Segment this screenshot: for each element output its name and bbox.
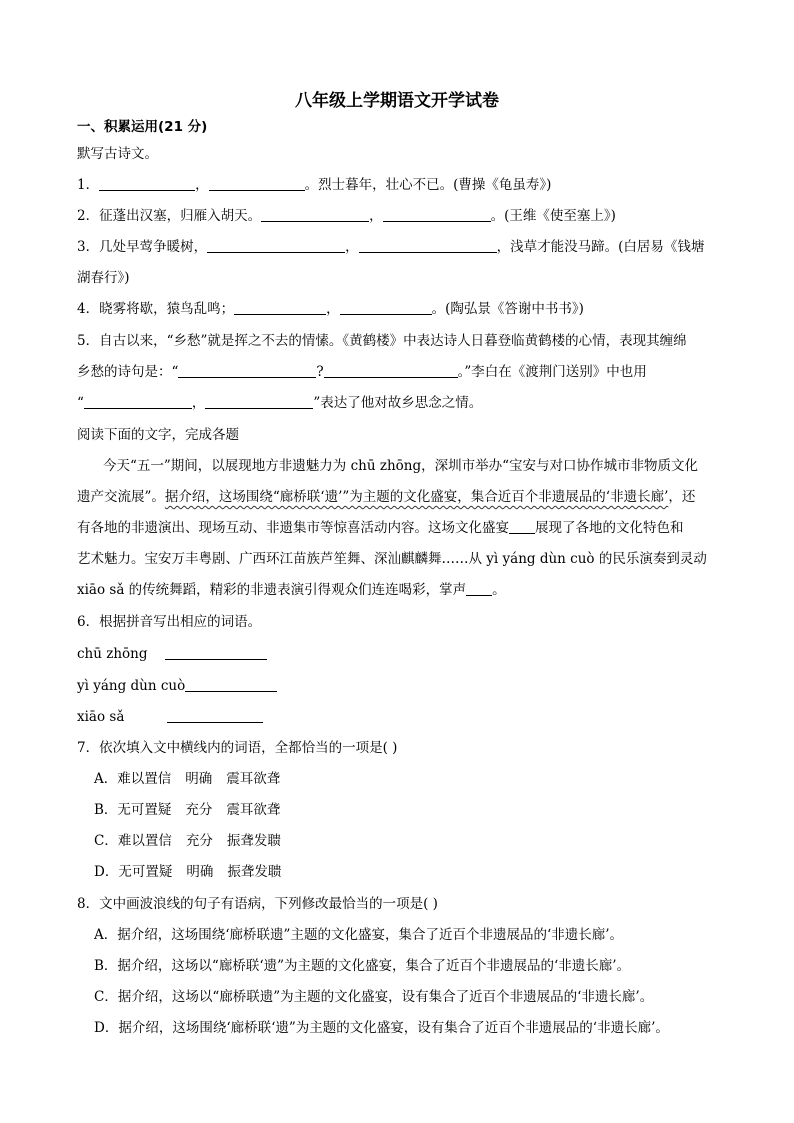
reading-passage-line-2: 遗产交流展”。据介绍，这场围绕“廊桥联‘遗’”为主题的文化盛宴，集合近百个非遗展品的‘非遗长廊’，还 bbox=[77, 489, 696, 505]
question-5-line-3: “ ， ”表达了他对故乡思念之情。 bbox=[77, 395, 483, 411]
option-d[interactable]: D．据介绍，这场围绕‘廊桥联‘遗”为主题的文化盛宴，设有集合了近百个非遗展品的‘非遗长廊’。 bbox=[94, 1020, 669, 1036]
question-5-line-1: 5．自古以来，“乡愁”就是挥之不去的情愫。《黄鹤楼》中表达诗人日暮登临黄鹤楼的心情，表现其缠绵 bbox=[77, 333, 687, 349]
answer-blank[interactable] bbox=[165, 645, 267, 660]
answer-blank[interactable] bbox=[205, 394, 313, 409]
question-1: 1． ， 。烈士暮年，壮心不已。(曹操《龟虽寿》) bbox=[77, 177, 552, 193]
option-d[interactable]: D．无可置疑 明确 振聋发聩 bbox=[94, 864, 282, 880]
answer-blank[interactable] bbox=[185, 677, 277, 692]
question-2: 2．征蓬出汉塞，归雁入胡天。 ， 。(王维《使至塞上》) bbox=[77, 208, 616, 224]
answer-blank[interactable] bbox=[383, 207, 491, 222]
answer-blank[interactable] bbox=[99, 176, 195, 191]
reading-passage-line-1: 今天“五一”期间，以展现地方非遗魅力为 chū zhōng，深圳市举办“宝安与对口协作城市非物质文化 bbox=[103, 458, 699, 474]
pinyin-item: yì yáng dùn cuò bbox=[77, 676, 277, 696]
answer-blank[interactable] bbox=[509, 519, 535, 534]
option-c[interactable]: C．难以置信 充分 振聋发聩 bbox=[94, 833, 281, 849]
question-3: 3．几处早莺争暖树， ， ，浅草才能没马蹄。(白居易《钱塘 bbox=[77, 239, 705, 255]
pinyin-item: chū zhōng bbox=[77, 644, 267, 664]
pinyin-item: xiāo sǎ bbox=[77, 707, 263, 727]
question-7-stem: 7．依次填入文中横线内的词语，全都恰当的一项是( ) bbox=[77, 740, 398, 756]
answer-blank[interactable] bbox=[466, 581, 492, 596]
question-3-continued: 湖春行》) bbox=[77, 270, 130, 286]
answer-blank[interactable] bbox=[207, 238, 345, 253]
answer-blank[interactable] bbox=[167, 708, 263, 723]
option-b[interactable]: B．无可置疑 充分 震耳欲聋 bbox=[94, 802, 281, 818]
answer-blank[interactable] bbox=[234, 300, 326, 315]
option-c[interactable]: C．据介绍，这场以“廊桥联遗”为主题的文化盛宴，设有集合了近百个非遗展品的‘非遗长廊’。 bbox=[94, 989, 654, 1005]
section-heading: 一、积累运用(21 分) bbox=[77, 119, 208, 135]
reading-intro: 阅读下面的文字，完成各题 bbox=[77, 427, 239, 443]
option-a[interactable]: A．难以置信 明确 震耳欲聋 bbox=[94, 771, 281, 787]
reading-passage-line-4: 艺术魅力。宝安万丰粤剧、广西环江苗族芦笙舞、深汕麒麟舞……从 yì yáng dùn cuò 的民乐演奏到灵动 bbox=[77, 551, 707, 567]
question-8-stem: 8．文中画波浪线的句子有语病，下列修改最恰当的一项是( ) bbox=[77, 896, 438, 912]
answer-blank[interactable] bbox=[84, 394, 192, 409]
reading-passage-line-5: xiāo sǎ 的传统舞蹈，精彩的非遗表演引得观众们连连喝彩，掌声 。 bbox=[77, 582, 506, 598]
answer-blank[interactable] bbox=[178, 363, 316, 378]
page-title: 八年级上学期语文开学试卷 bbox=[295, 91, 499, 111]
wavy-underlined-sentence: 据介绍，这场围绕“廊桥联‘遗’”为主题的文化盛宴，集合近百个非遗展品的‘非遗长廊’ bbox=[164, 489, 669, 505]
answer-blank[interactable] bbox=[340, 300, 432, 315]
answer-blank[interactable] bbox=[324, 363, 458, 378]
question-4: 4．晓雾将歇，猿鸟乱鸣； ， 。(陶弘景《答谢中书书》) bbox=[77, 301, 584, 317]
option-a[interactable]: A．据介绍，这场围绕‘廊桥联遗”主题的文化盛宴，集合了近百个非遗展品的‘非遗长廊’。 bbox=[94, 927, 624, 943]
answer-blank[interactable] bbox=[209, 176, 305, 191]
question-6-stem: 6．根据拼音写出相应的词语。 bbox=[77, 614, 262, 630]
reading-passage-line-3: 有各地的非遗演出、现场互动、非遗集市等惊喜活动内容。这场文化盛宴 展现了各地的文化特色和 bbox=[77, 520, 684, 536]
question-5-line-2: 乡愁的诗句是：“ ? 。”李白在《渡荆门送别》中也用 bbox=[77, 364, 647, 380]
option-b[interactable]: B．据介绍，这场以“廊桥联‘遗”为主题的文化盛宴，集合了近百个非遗展品的‘非遗长廊’。 bbox=[94, 958, 631, 974]
answer-blank[interactable] bbox=[261, 207, 369, 222]
answer-blank[interactable] bbox=[359, 238, 497, 253]
section-instruction: 默写古诗文。 bbox=[77, 146, 158, 162]
